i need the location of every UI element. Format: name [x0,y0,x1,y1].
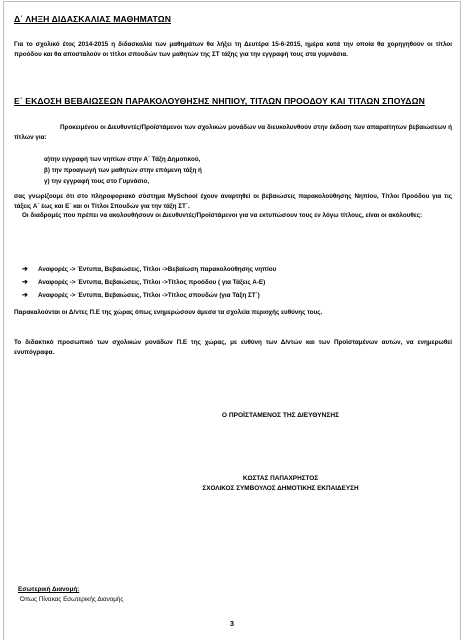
page-number: 3 [230,619,234,628]
purpose-item-b: β) την προαγωγή των μαθητών στην επόμενη τάξη ή [44,167,202,174]
distribution-label: Εσωτερική Διανομή: [18,586,80,593]
distribution-value: Όπως Πίνακας Εσωτερικής Διανομής [20,595,124,603]
route-path: Αναφορές -> Έντυπα, Βεβαιώσεις, Τίτλοι -> [38,265,168,273]
route-path: Αναφορές -> Έντυπα, Βεβαιώσεις, Τίτλοι -> [38,291,168,299]
section-e-intro-text: Προκειμένου οι Διευθυντές/Προϊστάμενοι των σχολικών μονάδων να διευκολυνθούν στην έκδοση των απαραίτητων βεβαιώσεων ή τίτλων για: [14,124,452,141]
route-path: Αναφορές -> Έντυπα, Βεβαιώσεις, Τίτλοι -> [38,278,168,286]
route-item [22,263,442,276]
route-target: Βεβαίωση παρακολούθησης νηπίου [167,265,277,273]
section-e-title: Ε΄ ΕΚΔΟΣΗ ΒΕΒΑΙΩΣΕΩΝ ΠΑΡΑΚΟΛΟΥΘΗΣΗΣ ΝΗΠΙΟΥ, ΤΙΤΛΩΝ ΠΡΟΟΔΟΥ ΚΑΙ ΤΙΤΛΩΝ ΣΠΟΥΔΩΝ [14,96,425,106]
route-item [22,289,442,302]
purpose-item-a: α)την εγγραφή των νηπίων στην Α΄ Τάξη Δημοτικού, [44,156,201,163]
staff-paragraph: Το διδακτικό προσωπικό των σχολικών μονάδων Π.Ε της χώρας, με ευθύνη των Δ/ντών και των Προϊσταμένων αυτών, να ενημερωθεί ενυπόγραφα. [14,339,452,356]
section-e-intro [14,123,452,142]
myschool-notice: σας γνωρίζουμε ότι στο πληροφοριακό σύστημα MySchool έχουν αναρτηθεί οι βεβαιώσεις παρακολούθησης Νηπίου, Τίτλοι Προόδου για τις τάξεις Α΄ έως και Ε΄ και οι Τίτλοι Σπουδών για την τάξη ΣΤ΄. [14,193,452,210]
routes-intro: Οι διαδρομές που πρέπει να ακολουθήσουν οι Διευθυντές/Προϊστάμενοι για να εκτυπώσουν τους εν λόγω τίτλους, είναι οι ακόλουθες: [22,212,423,219]
arrow-bullet-icon: ➔ [22,291,28,299]
request-paragraph: Παρακαλούνται οι Δ/ντες Π.Ε της χώρας όπως ενημερώσουν άμεσα τα σχολεία περιοχής ευθύνης τους. [14,309,323,316]
route-target: Τίτλος προόδου ( για Τάξεις Α-Ε) [167,278,266,286]
signer-role: ΣΧΟΛΙΚΟΣ ΣΥΜΒΟΥΛΟΣ ΔΗΜΟΤΙΚΗΣ ΕΚΠΑΙΔΕΥΣΗ [202,484,359,492]
route-list [22,263,442,302]
signer-block [0,474,464,493]
route-target: Τίτλος σπουδών (για Τάξη ΣΤ΄) [167,291,260,299]
section-d-title: Δ΄ ΛΗΞΗ ΔΙΔΑΣΚΑΛΙΑΣ ΜΑΘΗΜΑΤΩΝ [14,14,172,24]
signer-title: Ο ΠΡΟΪΣΤΑΜΕΝΟΣ ΤΗΣ ΔΙΕΥΘΥΝΣΗΣ [221,412,340,419]
arrow-bullet-icon: ➔ [22,278,28,286]
distribution-block [18,585,318,604]
route-item [22,276,442,289]
purpose-list [44,154,344,187]
signer-name: ΚΩΣΤΑΣ ΠΑΠΑΧΡΗΣΤΟΣ [242,475,319,482]
arrow-bullet-icon: ➔ [22,265,28,273]
purpose-item-c: γ) την εγγραφή τους στο Γυμνάσιο, [44,178,150,185]
section-e-paragraph [14,192,452,221]
section-d-paragraph: Για το σχολικό έτος 2014-2015 η διδασκαλία των μαθημάτων θα λήξει τη Δευτέρα 15-6-2015, ημέρα κατά την οποία θα χορηγηθούν οι τίτλοι προόδου και θα αποσταλούν οι τίτλοι σπουδών των μαθητών της ΣΤ τάξης για την εγγραφή τους στα γυμνάσια. [14,41,452,58]
